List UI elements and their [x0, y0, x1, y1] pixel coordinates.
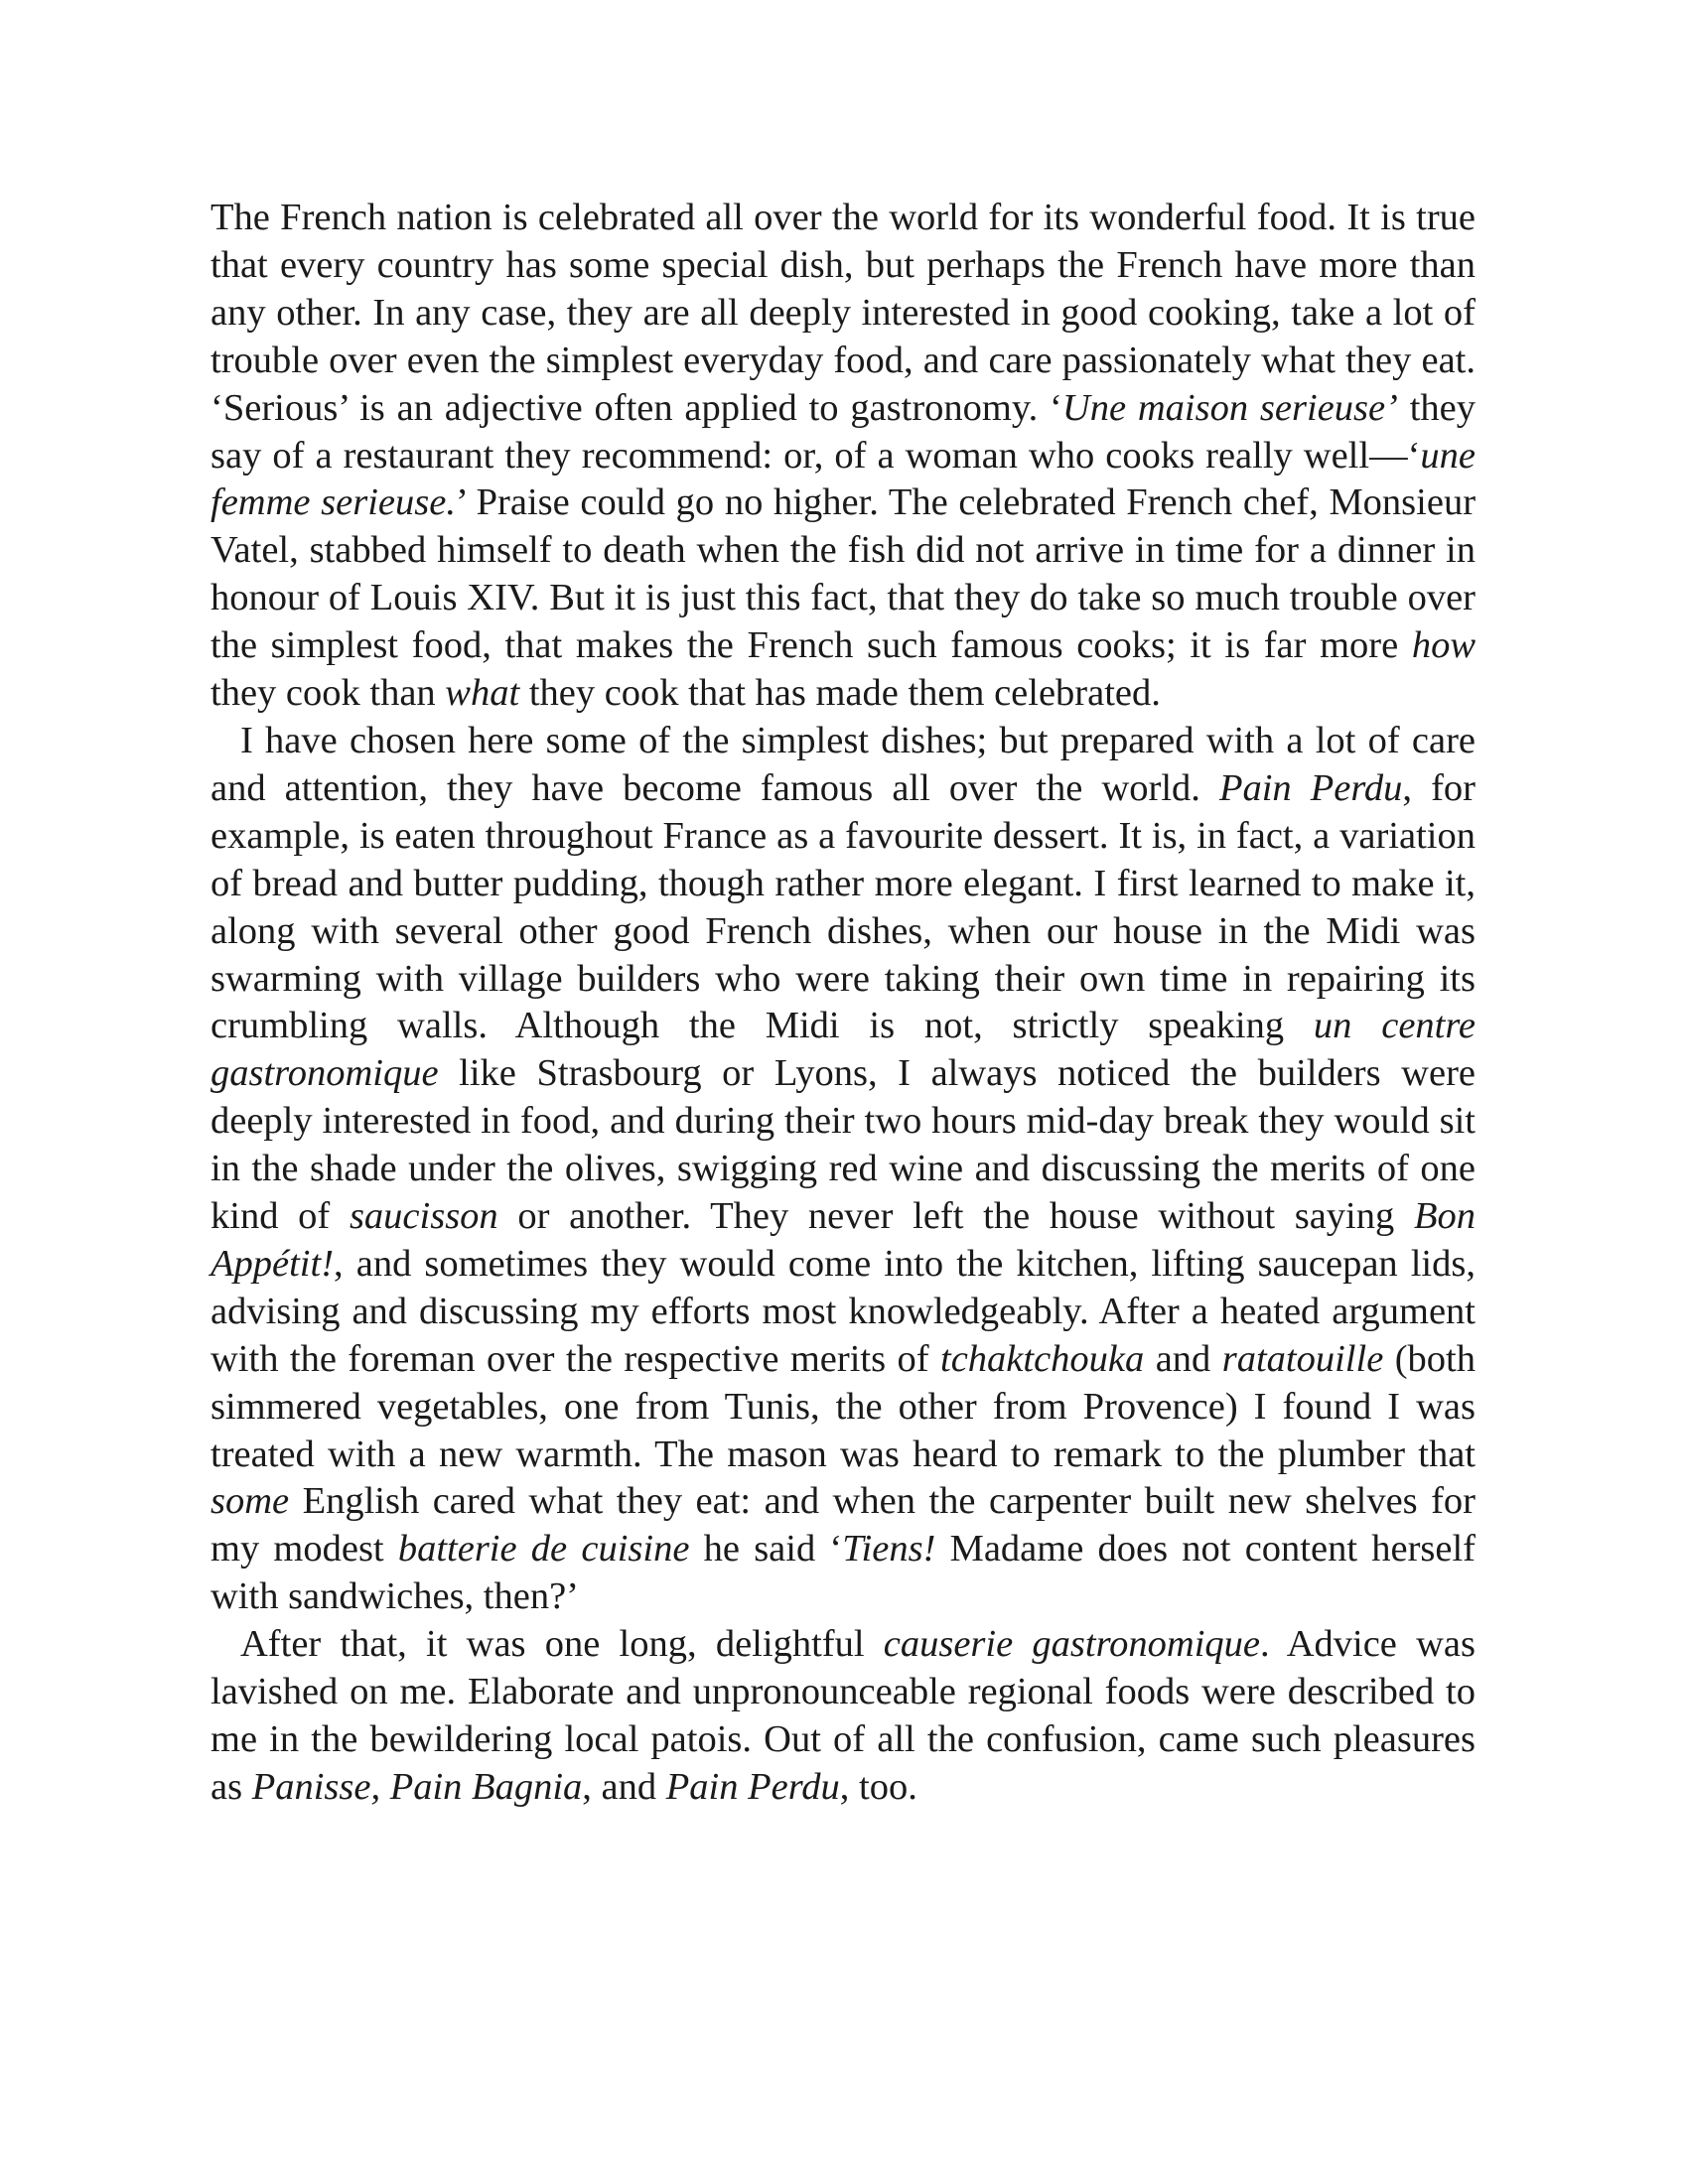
italic-text: Panisse, Pain Bagnia: [251, 1765, 583, 1808]
text-segment: , and: [582, 1765, 666, 1808]
text-segment: like Strasbourg or Lyons, I always noticed the builders were deeply interested in food, and during their two hours mid-day break they would sit in the shade under the olives, swigging red wine and discussing the merits of one kind of: [211, 1052, 1476, 1238]
italic-text: what: [445, 672, 520, 715]
paragraph: [211, 718, 1476, 1621]
paragraph: [211, 1621, 1476, 1812]
italic-text: une femme serieuse.: [211, 434, 1476, 524]
italic-text: ratatouille: [1221, 1337, 1384, 1380]
text-segment: he said ‘: [689, 1528, 843, 1570]
italic-text: Pain Perdu: [665, 1765, 840, 1808]
italic-text: some: [211, 1480, 290, 1523]
italic-text: causerie gastronomique: [883, 1623, 1260, 1666]
text-segment: After that, it was one long, delightful: [240, 1623, 884, 1666]
text-segment: they cook that has made them celebrated.: [519, 672, 1161, 715]
document-page: [211, 195, 1476, 1812]
text-segment: they say of a restaurant they recommend: or, of a woman who cooks really well—‘: [211, 386, 1476, 477]
text-segment: (both simmered vegetables, one from Tunis, the other from Provence) I found I was treated with a new warmth. The mason was heard to remark to the plumber that: [211, 1337, 1476, 1475]
italic-text: un centre gastronomique: [211, 1005, 1476, 1095]
text-segment: , and sometimes they would come into the kitchen, lifting saucepan lids, advising and discussing my efforts most knowledgeably. After a heated argument with the foreman over the respective merits of: [211, 1242, 1476, 1380]
text-segment: they cook than: [211, 672, 446, 715]
text-segment: I have chosen here some of the simplest dishes; but prepared with a lot of care and attention, they have become famous all over the world.: [211, 719, 1476, 809]
text-segment: English cared what they eat: and when the carpenter built new shelves for my modest: [211, 1480, 1476, 1570]
italic-text: Une maison serieuse’: [1061, 386, 1398, 429]
text-segment: , for example, is eaten throughout France as a favourite dessert. It is, in fact, a variation of bread and butter pudding, though rather more elegant. I first learned to make it, along with several other good French dishes, when our house in the Midi was swarming with village builders who were taking their own time in repairing its crumbling walls. Although the Midi is not, strictly speaking: [211, 766, 1477, 1047]
italic-text: how: [1411, 624, 1476, 667]
paragraph: [211, 195, 1476, 718]
italic-text: Bon Appétit!: [211, 1195, 1476, 1285]
italic-text: Pain Perdu: [1218, 766, 1403, 809]
text-segment: ’ Praise could go no higher. The celebrated French chef, Monsieur Vatel, stabbed himself to death when the fish did not arrive in time for a dinner in honour of Louis XIV. But it is just this fact, that they do take so much trouble over the simplest food, that makes the French such famous cooks; it is far more: [211, 481, 1477, 667]
italic-text: Tiens!: [842, 1528, 936, 1570]
text-segment: . Advice was lavished on me. Elaborate and unpronounceable regional foods were described to me in the bewildering local patois. Out of all the confusion, came such pleasures as: [211, 1623, 1476, 1808]
text-segment: , too.: [839, 1765, 917, 1808]
text-segment: or another. They never left the house without saying: [497, 1195, 1414, 1238]
text-segment: Madame does not content herself with sandwiches, then?’: [211, 1528, 1476, 1618]
text-segment: and: [1144, 1337, 1222, 1380]
italic-text: tchaktchouka: [940, 1337, 1145, 1380]
text-segment: The French nation is celebrated all over the world for its wonderful food. It is true that every country has some special dish, but perhaps the French have more than any other. In any case, they are all deeply interested in good cooking, take a lot of trouble over even the simplest everyday food, and care passionately what they eat. ‘Serious’ is an adjective often applied to gastronomy. ‘: [211, 197, 1476, 429]
italic-text: saucisson: [349, 1195, 498, 1238]
italic-text: batterie de cuisine: [397, 1528, 690, 1570]
